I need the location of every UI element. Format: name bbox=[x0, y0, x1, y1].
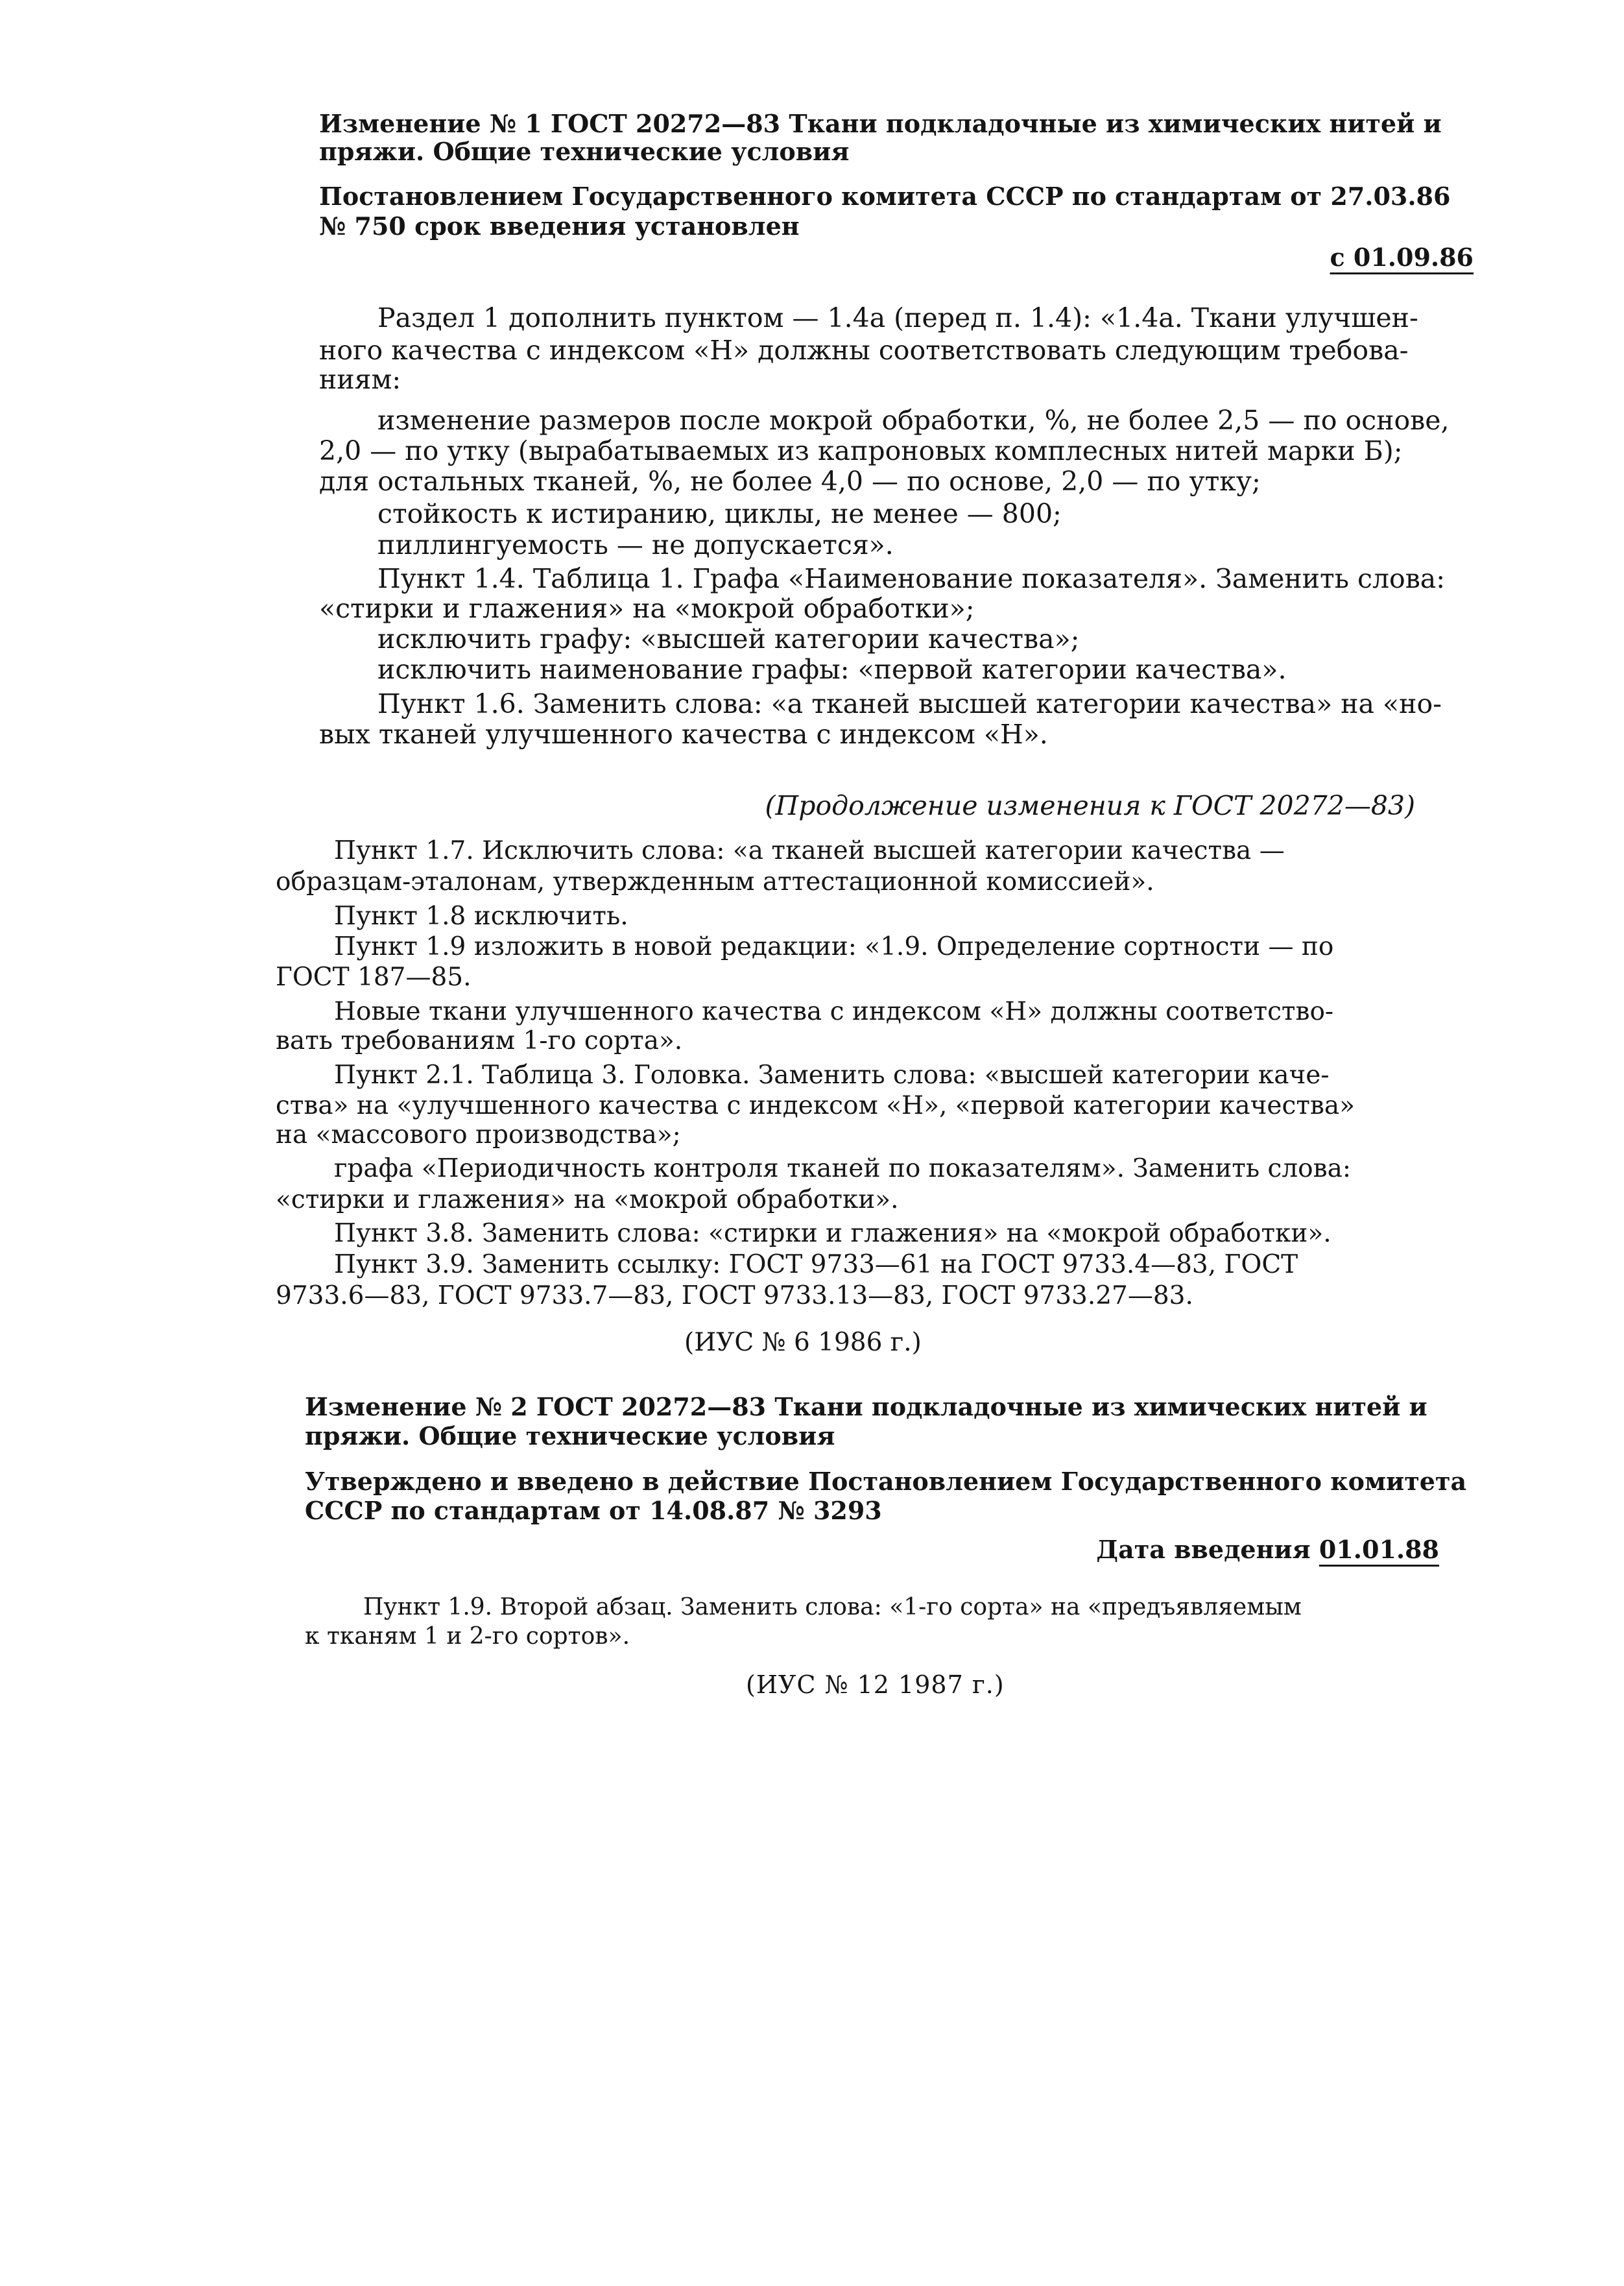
amendment1-body-line: 2,0 — по утку (вырабатываемых из капроновых комплесных нитей марки Б); bbox=[319, 435, 1403, 466]
amendment1-body-line: стойкость к истиранию, циклы, не менее — 800; bbox=[377, 498, 1062, 529]
amendment1-decree-line: № 750 срок введения установлен bbox=[319, 211, 800, 241]
continuation-line: Пункт 1.7. Исключить слова: «а тканей высшей категории качества — bbox=[334, 836, 1285, 865]
amendment1-body-line: ного качества с индексом «Н» должны соответствовать следующим требова- bbox=[319, 335, 1409, 366]
continuation-line: Пункт 3.9. Заменить ссылку: ГОСТ 9733—61 на ГОСТ 9733.4—83, ГОСТ bbox=[334, 1250, 1298, 1279]
amendment1-source: (ИУС № 6 1986 г.) bbox=[684, 1328, 922, 1357]
amendment1-decree-line: Постановлением Государственного комитета СССР по стандартам от 27.03.86 bbox=[319, 182, 1451, 211]
amendment2-title-line: пряжи. Общие технические условия bbox=[305, 1421, 835, 1450]
continuation-line: 9733.6—83, ГОСТ 9733.7—83, ГОСТ 9733.13—83, ГОСТ 9733.27—83. bbox=[276, 1281, 1193, 1310]
amendment2-body-line: Пункт 1.9. Второй абзац. Заменить слова: «1-го сорта» на «предъявляемым bbox=[363, 1594, 1302, 1620]
amendment1-effective-date: с 01.09.86 bbox=[1330, 243, 1474, 272]
amendment2-effective-date: 01.01.88 bbox=[1319, 1535, 1439, 1564]
continuation-line: графа «Периодичность контроля тканей по показателям». Заменить слова: bbox=[334, 1154, 1351, 1183]
amendment2-source: (ИУС № 12 1987 г.) bbox=[746, 1670, 1005, 1699]
amendment2-decree-line: Утверждено и введено в действие Постановлением Государственного комитета bbox=[305, 1467, 1467, 1496]
amendment1-title-line: Изменение № 1 ГОСТ 20272—83 Ткани подкладочные из химических нитей и bbox=[319, 109, 1442, 138]
amendment1-body-line: исключить наименование графы: «первой категории качества». bbox=[377, 654, 1287, 685]
amendment1-body-line: ниям: bbox=[319, 364, 401, 395]
continuation-line: ГОСТ 187—85. bbox=[276, 963, 472, 992]
continuation-heading: (Продолжение изменения к ГОСТ 20272—83) bbox=[765, 790, 1415, 821]
amendment1-body-line: изменение размеров после мокрой обработки, %, не более 2,5 — по основе, bbox=[377, 405, 1450, 436]
amendment1-body-line: вых тканей улучшенного качества с индексом «Н». bbox=[319, 719, 1048, 750]
continuation-line: Пункт 3.8. Заменить слова: «стирки и глажения» на «мокрой обработки». bbox=[334, 1219, 1331, 1248]
amendment1-body-line: Раздел 1 дополнить пунктом — 1.4а (перед п. 1.4): «1.4а. Ткани улучшен- bbox=[377, 302, 1418, 333]
amendment2-decree-line: СССР по стандартам от 14.08.87 № 3293 bbox=[305, 1496, 882, 1525]
continuation-line: Новые ткани улучшенного качества с индексом «Н» должны соответство- bbox=[334, 997, 1334, 1026]
continuation-line: Пункт 2.1. Таблица 3. Головка. Заменить слова: «высшей категории каче- bbox=[334, 1061, 1330, 1090]
continuation-line: ства» на «улучшенного качества с индексом «Н», «первой категории качества» bbox=[276, 1091, 1355, 1120]
continuation-line: образцам-эталонам, утвержденным аттестационной комиссией». bbox=[276, 867, 1154, 896]
continuation-line: Пункт 1.9 изложить в новой редакции: «1.9. Определение сортности — по bbox=[334, 932, 1334, 961]
amendment1-body-line: Пункт 1.6. Заменить слова: «а тканей высшей категории качества» на «но- bbox=[377, 688, 1442, 719]
amendment2-body-line: к тканям 1 и 2-го сортов». bbox=[305, 1623, 630, 1650]
amendment2-effective bbox=[1096, 1537, 1439, 1562]
amendment1-title-line: пряжи. Общие технические условия bbox=[319, 137, 850, 166]
amendment2-title-line: Изменение № 2 ГОСТ 20272—83 Ткани подкладочные из химических нитей и bbox=[305, 1392, 1427, 1421]
amendment1-body-line: для остальных тканей, %, не более 4,0 — по основе, 2,0 — по утку; bbox=[319, 466, 1261, 497]
amendment1-body-line: «стирки и глажения» на «мокрой обработки»; bbox=[319, 593, 975, 624]
amendment1-body-line: исключить графу: «высшей категории качества»; bbox=[377, 623, 1080, 655]
continuation-line: «стирки и глажения» на «мокрой обработки». bbox=[276, 1185, 899, 1214]
continuation-line: Пункт 1.8 исключить. bbox=[334, 902, 628, 931]
effective-label: Дата введения bbox=[1096, 1535, 1311, 1564]
continuation-line: вать требованиям 1-го сорта». bbox=[276, 1026, 683, 1055]
amendment1-body-line: пиллингуемость — не допускается». bbox=[377, 529, 894, 560]
amendment1-body-line: Пункт 1.4. Таблица 1. Графа «Наименование показателя». Заменить слова: bbox=[377, 563, 1446, 594]
continuation-line: на «массового производства»; bbox=[276, 1120, 681, 1149]
